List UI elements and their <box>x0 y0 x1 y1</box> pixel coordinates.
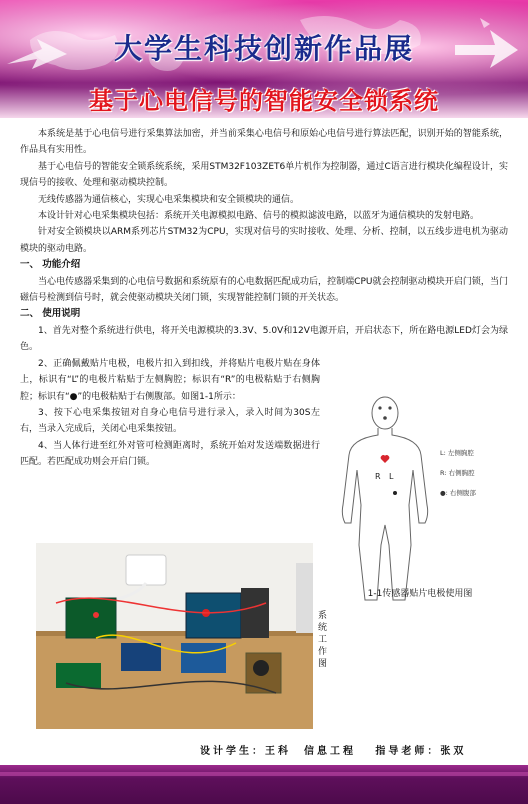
usage-step: 2、正确佩戴贴片电极，电极片扣入到扣线，并将贴片电极片贴在身体上，标识有“L”的电极片粘贴于左侧胸腔；标识有“R”的电极粘贴于右侧胸腔；标识有“●”的电极粘贴于右侧腹部。如图1-1所示： <box>20 358 320 402</box>
legend-item: L: 左侧胸腔 <box>440 449 474 457</box>
legend-item: R: 右侧胸腔 <box>440 469 475 477</box>
exhibition-title: 大学生科技创新作品展 <box>113 32 414 65</box>
electrode-l-label: L <box>389 472 394 481</box>
designer-label: 设计学生： <box>200 746 265 757</box>
banner <box>0 0 528 118</box>
advisor-label: 指导老师： <box>375 746 441 757</box>
usage-step: 3、按下心电采集按钮对自身心电信号进行录入，录入时间为30S左右，当录入完成后，关闭心电采集按钮。 <box>20 407 320 435</box>
usage-steps-column <box>20 356 320 471</box>
heart-icon <box>381 455 390 463</box>
system-photo <box>36 543 313 729</box>
bottom-band-stripe <box>0 772 528 776</box>
intro-paragraph: 本系统是基于心电信号进行采集算法加密，并当前采集心电信号和原始心电信号进行算法匹配，识别开始的智能系统，作品具有实用性。 <box>20 129 508 156</box>
electrode-r-label: R <box>375 472 381 481</box>
photo-caption: 系统工作图 <box>318 611 328 669</box>
circuit-board-illustration <box>36 543 313 729</box>
bottom-band <box>0 765 528 804</box>
section-heading-usage: 二、 使用说明 <box>20 308 81 320</box>
intro-paragraph: 基于心电信号的智能安全锁系统系统，采用STM32F103ZET6单片机作为控制器，通过C语言进行模块化编程设计，实现信号的接收、处理和驱动模块控制。 <box>20 161 508 189</box>
usage-step: 4、当人体行进至红外对管可检测距离时，系统开始对发送端数据进行匹配。若匹配成功则会开启门锁。 <box>20 440 320 468</box>
usage-step: 1、首先对整个系统进行供电，将开关电源模块的3.3V、5.0V和12V电源开启，开启状态下，所在路电源LED灯会为绿色。 <box>20 325 508 353</box>
advisor-name: 张双 <box>440 746 467 757</box>
abdomen-electrode-marker <box>393 491 397 495</box>
legend-item: ●: 右侧腹部 <box>440 489 476 497</box>
intro-paragraph: 无线传感器为通信核心，实现心电采集模块和安全锁模块的通信。 <box>38 194 300 205</box>
designer-name: 王科 <box>265 746 291 757</box>
section-heading-function: 一、 功能介绍 <box>20 259 81 271</box>
designer-major: 信息工程 <box>303 746 356 757</box>
project-title: 基于心电信号的智能安全锁系统 <box>89 87 439 115</box>
intro-paragraph: 本设计针对心电采集模块包括：系统开关电源模拟电路、信号的模拟滤波电路，以蓝牙为通信模块的发射电路。 <box>38 211 480 222</box>
body-electrode-figure <box>331 395 508 610</box>
footer-credits <box>200 742 466 757</box>
intro-paragraph: 针对安全锁模块以ARM系列芯片STM32为CPU，实现对信号的实时接收、处理、分析、控制，以五线步进电机为驱动模块的驱动电路。 <box>20 227 508 254</box>
figure-caption: 1-1传感器贴片电极使用图 <box>367 589 473 599</box>
function-paragraph: 当心电传感器采集到的心电信号数据和系统原有的心电数据匹配成功后，控制端CPU就会控制驱动模块开启门锁，当门磁信号检测到信号时，就会使驱动模块关闭门锁，实现智能控制门锁的开关状态。 <box>20 276 508 304</box>
